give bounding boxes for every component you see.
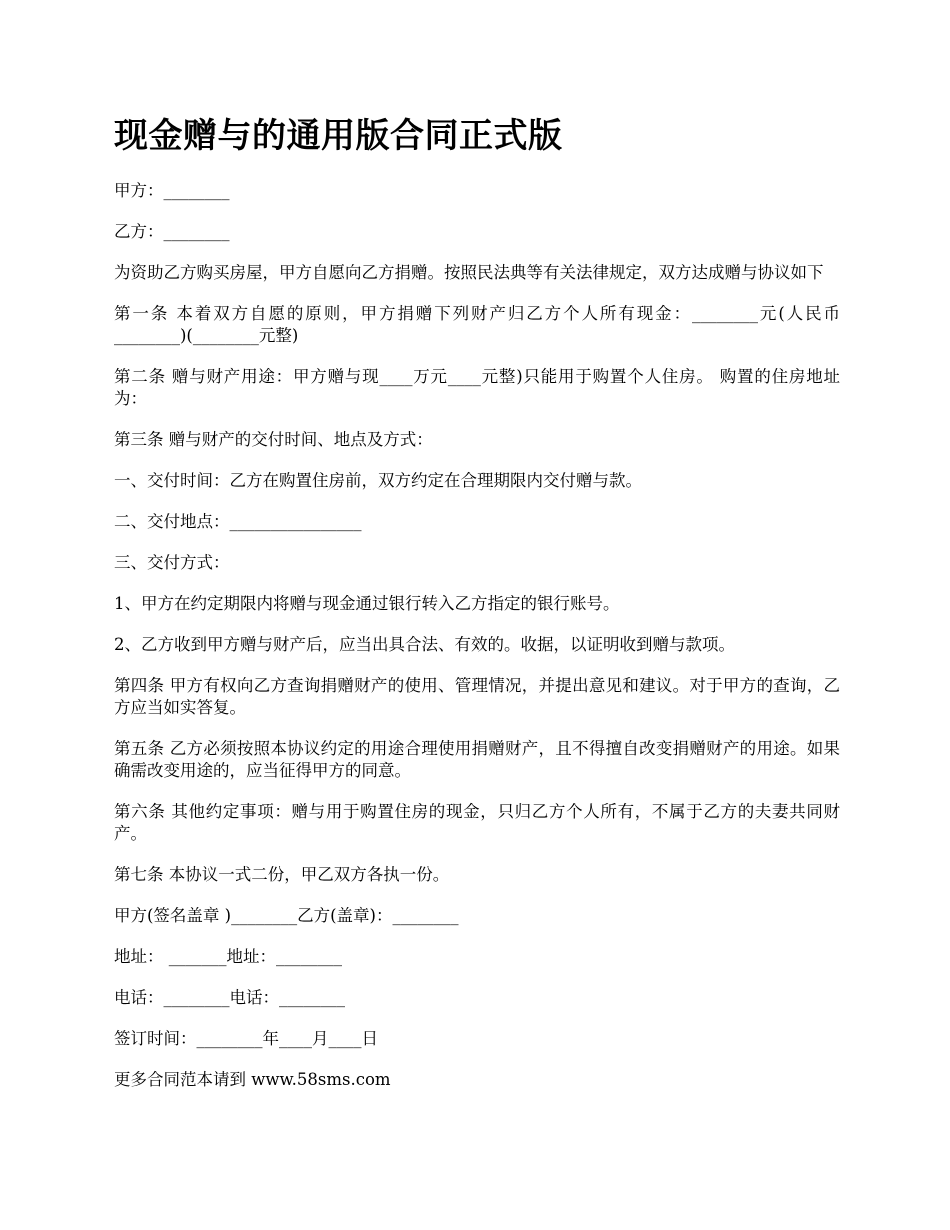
preamble: 为资助乙方购买房屋，甲方自愿向乙方捐赠。按照民法典等有关法律规定，双方达成赠与协议如下	[114, 263, 824, 282]
delivery-method-item-2: 2、乙方收到甲方赠与财产后，应当出具合法、有效的。收据，以证明收到赠与款项。	[114, 635, 735, 654]
article-6: 第六条 其他约定事项：赠与用于购置住房的现金，只归乙方个人所有，不属于乙方的夫妻共同财产。	[114, 802, 840, 843]
party-a-line: 甲方：________	[114, 181, 230, 200]
footer-link-text: 更多合同范本请到 www.58sms.com	[114, 1070, 391, 1089]
signature-line: 甲方(签名盖章 )________乙方(盖章)：________	[114, 906, 459, 925]
address-line: 地址： _______地址：________	[114, 947, 342, 966]
delivery-method-item-1: 1、甲方在约定期限内将赠与现金通过银行转入乙方指定的银行账号。	[114, 594, 620, 613]
party-b-line: 乙方：________	[114, 222, 230, 241]
document-page	[114, 112, 840, 1110]
signing-date-line: 签订时间：________年____月____日	[114, 1029, 378, 1048]
article-1: 第一条 本着双方自愿的原则，甲方捐赠下列财产归乙方个人所有现金：________元(人民币________)(________元整)	[114, 304, 840, 345]
article-3-delivery-method: 三、交付方式：	[114, 553, 230, 572]
article-4: 第四条 甲方有权向乙方查询捐赠财产的使用、管理情况，并提出意见和建议。对于甲方的查询，乙方应当如实答复。	[114, 676, 840, 717]
article-3-delivery-time: 一、交付时间：乙方在购置住房前，双方约定在合理期限内交付赠与款。	[114, 471, 642, 490]
phone-line: 电话：________电话：________	[114, 988, 345, 1007]
article-2: 第二条 赠与财产用途：甲方赠与现____万元____元整)只能用于购置个人住房。 购置的住房地址为：	[114, 367, 840, 408]
article-5: 第五条 乙方必须按照本协议约定的用途合理使用捐赠财产，且不得擅自改变捐赠财产的用途。如果确需改变用途的，应当征得甲方的同意。	[114, 739, 840, 780]
document-title: 现金赠与的通用版合同正式版	[114, 116, 563, 156]
article-7: 第七条 本协议一式二份，甲乙双方各执一份。	[114, 865, 450, 884]
article-3-delivery-place: 二、交付地点：________________	[114, 512, 362, 531]
article-3: 第三条 赠与财产的交付时间、地点及方式：	[114, 430, 433, 449]
